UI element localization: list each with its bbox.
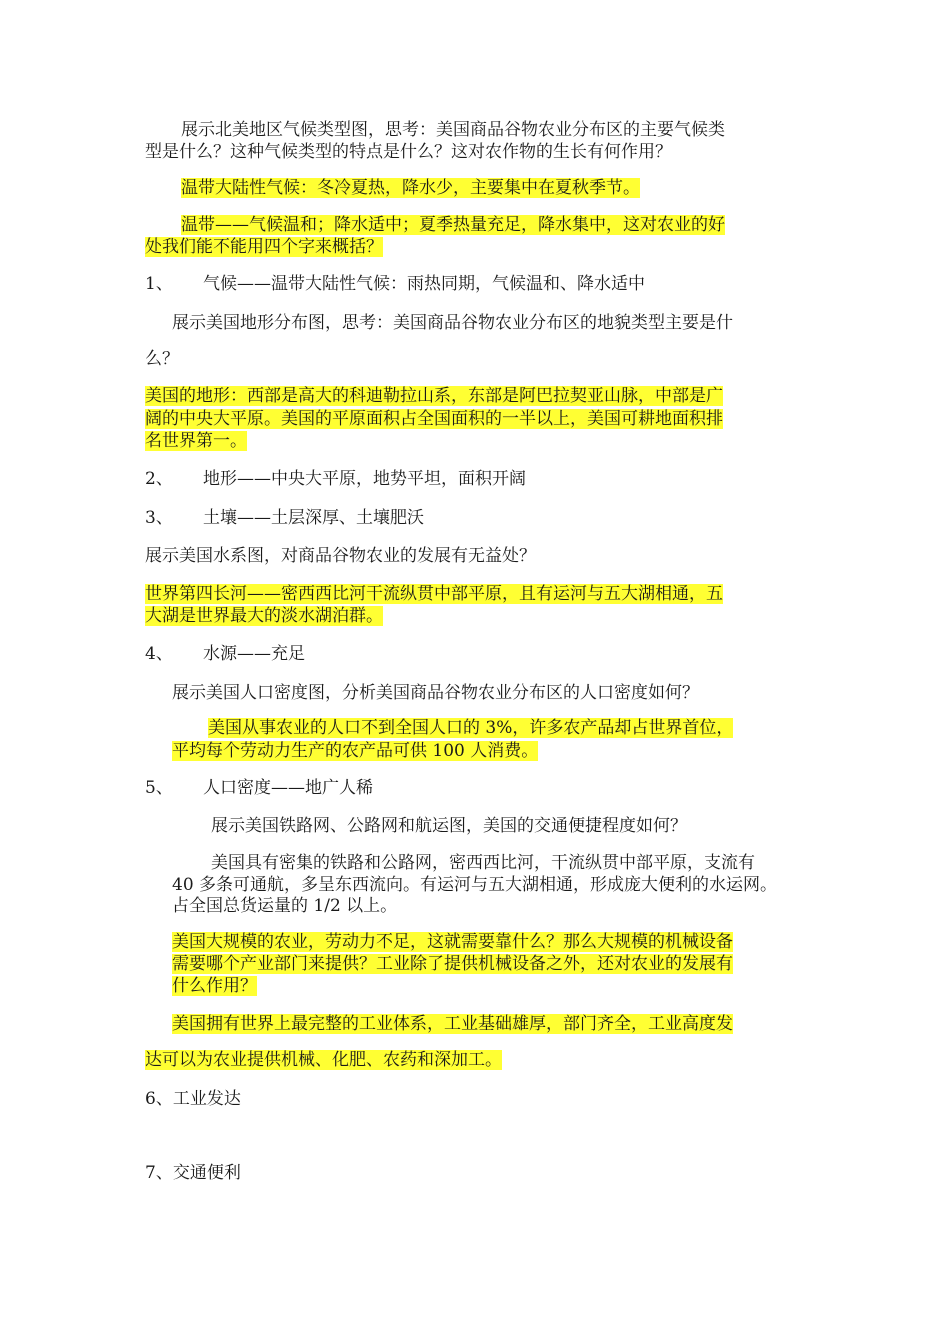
paragraph-transport-line2: 40 多条可通航，多呈东西流向。有运河与五大湖相通，形成庞大便利的水运网。 — [172, 875, 778, 895]
paragraph-climate-question-line2: 型是什么？这种气候类型的特点是什么？这对农作物的生长有何作用？ — [145, 142, 672, 162]
highlighted-text: 美国的地形：西部是高大的科迪勒拉山系，东部是阿巴拉契亚山脉，中部是广 — [145, 386, 723, 406]
paragraph-transport-line1: 美国具有密集的铁路和公路网，密西西比河，干流纵贯中部平原，支流有 — [211, 853, 755, 873]
paragraph-industry-line1 — [172, 1014, 733, 1035]
list-item-climate — [145, 274, 645, 295]
paragraph-temperate-line1 — [181, 215, 725, 236]
highlighted-text: 温带——气候温和；降水适中；夏季热量充足，降水集中，这对农业的好 — [181, 215, 725, 235]
paragraph-labor-line2 — [172, 954, 733, 975]
highlighted-text: 大湖是世界最大的淡水湖泊群。 — [145, 606, 383, 626]
highlighted-text: 美国拥有世界上最完整的工业体系，工业基础雄厚，部门齐全，工业高度发 — [172, 1014, 733, 1034]
paragraph-climate-question-line1: 展示北美地区气候类型图，思考：美国商品谷物农业分布区的主要气候类 — [181, 120, 725, 140]
paragraph-continental-climate — [181, 178, 640, 199]
highlighted-text: 美国大规模的农业，劳动力不足，这就需要靠什么？那么大规模的机械设备 — [172, 932, 733, 952]
list-text: 土壤——土层深厚、土壤肥沃 — [203, 508, 424, 528]
highlighted-text: 达可以为农业提供机械、化肥、农药和深加工。 — [145, 1050, 502, 1070]
paragraph-terrain-line3 — [145, 431, 247, 452]
paragraph-labor-line1 — [172, 932, 733, 953]
list-text: 水源——充足 — [203, 644, 305, 664]
highlighted-text: 温带大陆性气候：冬冷夏热，降水少，主要集中在夏秋季节。 — [181, 178, 640, 198]
list-number: 3、 — [145, 508, 173, 528]
highlighted-text: 名世界第一。 — [145, 431, 247, 451]
paragraph-transport-question: 展示美国铁路网、公路网和航运图，美国的交通便捷程度如何？ — [211, 816, 687, 836]
list-item-terrain — [145, 469, 526, 490]
list-item-transport: 7、交通便利 — [145, 1163, 241, 1183]
highlighted-text: 美国从事农业的人口不到全国人口的 3%，许多农产品却占世界首位， — [208, 718, 734, 738]
highlighted-text: 需要哪个产业部门来提供？工业除了提供机械设备之外，还对农业的发展有 — [172, 954, 733, 974]
highlighted-text: 阔的中央大平原。美国的平原面积占全国面积的一半以上，美国可耕地面积排 — [145, 409, 723, 429]
paragraph-labor-line3 — [172, 976, 257, 997]
paragraph-mississippi-line1 — [145, 584, 723, 605]
list-number: 5、 — [145, 778, 173, 798]
list-item-industry: 6、工业发达 — [145, 1089, 241, 1109]
list-text: 地形——中央大平原，地势平坦，面积开阔 — [203, 469, 526, 489]
list-number: 4、 — [145, 644, 173, 664]
highlighted-text: 平均每个劳动力生产的农产品可供 100 人消费。 — [172, 741, 539, 761]
list-item-soil — [145, 508, 424, 529]
paragraph-mississippi-line2 — [145, 606, 383, 627]
paragraph-terrain-question-line1: 展示美国地形分布图，思考：美国商品谷物农业分布区的地貌类型主要是什 — [172, 313, 733, 333]
paragraph-terrain-question-line2: 么？ — [145, 349, 179, 369]
paragraph-population-line2 — [172, 741, 538, 762]
highlighted-text: 什么作用？ — [172, 976, 257, 996]
paragraph-terrain-line2 — [145, 409, 723, 430]
paragraph-industry-line2 — [145, 1050, 502, 1071]
list-item-water — [145, 644, 305, 665]
highlighted-text: 世界第四长河——密西西比河干流纵贯中部平原，且有运河与五大湖相通，五 — [145, 584, 723, 604]
paragraph-population-question: 展示美国人口密度图，分析美国商品谷物农业分布区的人口密度如何？ — [172, 683, 699, 703]
highlighted-text: 处我们能不能用四个字来概括？ — [145, 237, 383, 257]
paragraph-transport-line3: 占全国总货运量的 1/2 以上。 — [172, 896, 398, 916]
paragraph-temperate-line2 — [145, 237, 383, 258]
list-number: 2、 — [145, 469, 173, 489]
list-text: 气候——温带大陆性气候：雨热同期，气候温和、降水适中 — [203, 274, 645, 294]
paragraph-population-line1 — [208, 718, 733, 739]
list-item-population — [145, 778, 373, 799]
paragraph-terrain-line1 — [145, 386, 723, 407]
list-text: 人口密度——地广人稀 — [203, 778, 373, 798]
paragraph-water-question: 展示美国水系图，对商品谷物农业的发展有无益处？ — [145, 546, 536, 566]
list-number: 1、 — [145, 274, 173, 294]
